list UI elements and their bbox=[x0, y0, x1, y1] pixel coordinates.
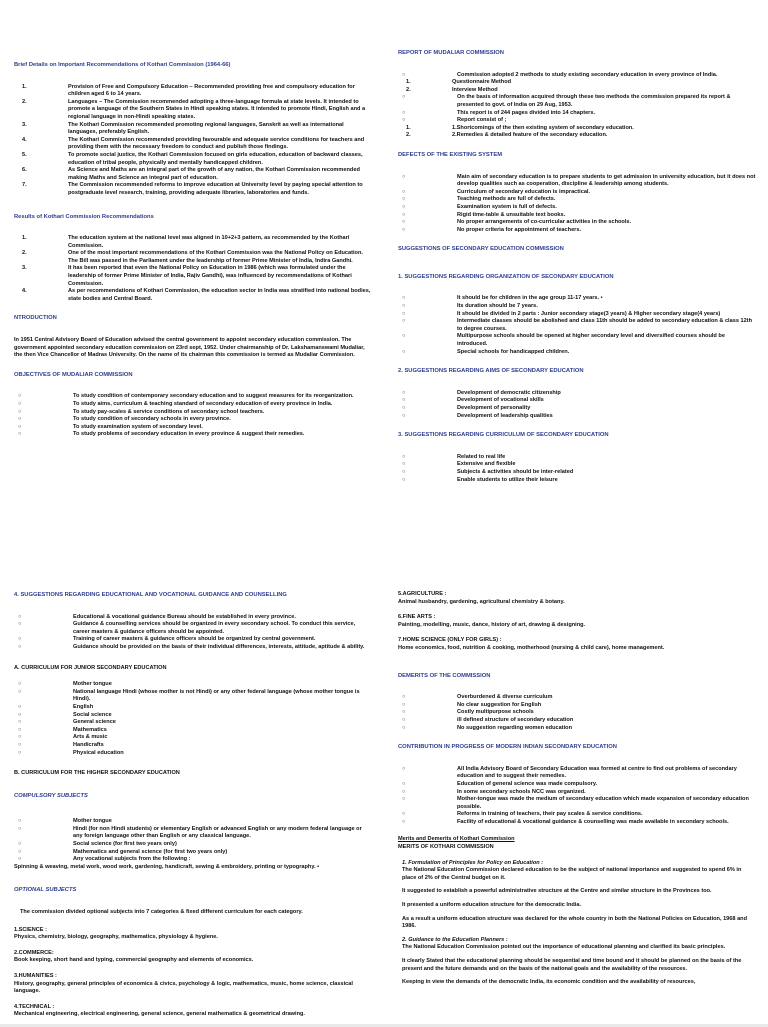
bullet-icon: ○ bbox=[402, 765, 406, 772]
suggestions-heading: SUGGESTIONS OF SECONDARY EDUCATION COMMISSION bbox=[398, 246, 564, 253]
item-text: No proper arrangements of co-curricular activities in the schools. bbox=[457, 219, 632, 226]
item-number: 2. bbox=[406, 132, 411, 139]
item-text: It should be for children in the age group 11-17 years. • bbox=[457, 295, 603, 302]
item-number: 6. bbox=[22, 167, 27, 174]
item-text: The Commission recommended reforms to improve education at University level by paying special attention to postgraduate level research, training, providing adequate libraries, laboratories and funds. bbox=[68, 182, 363, 196]
junior-item bbox=[14, 742, 372, 750]
item-text: Development of personality bbox=[457, 405, 531, 411]
kothari-item bbox=[14, 122, 372, 137]
aim-item bbox=[398, 413, 756, 421]
item-text: Any vocational subjects from the following : bbox=[73, 856, 191, 863]
bullet-icon: ○ bbox=[402, 709, 406, 716]
bullet-icon: ○ bbox=[402, 203, 406, 210]
item-text: Social science bbox=[73, 711, 112, 718]
item-text: Hindi (for non Hindi students) or elementary English or advanced English or any modern federal language or any foreign language other than English or any classical language. bbox=[73, 825, 362, 840]
item-text: Examination system is full of defects. bbox=[457, 203, 557, 210]
bullet-icon: ○ bbox=[18, 856, 22, 863]
aim-item bbox=[398, 397, 756, 405]
part-item bbox=[398, 125, 756, 133]
category-title: 2.COMMERCE: bbox=[14, 949, 54, 956]
item-text: Facility of educational & vocational guidance & counselling was made available in secondary schools. bbox=[457, 818, 729, 825]
category-block bbox=[398, 591, 756, 606]
item-text: Development of democratic citizenship bbox=[457, 389, 561, 396]
item-text: No proper criteria for appointment of teachers. bbox=[457, 226, 582, 233]
item-text: To study condition of secondary schools in every province. bbox=[73, 416, 231, 423]
item-number: 4. bbox=[22, 288, 27, 295]
bullet-icon: ○ bbox=[402, 468, 406, 475]
item-text: Main aim of secondary education is to prepare students to get admission in university education, but it does not develop qualities such as cooperation, discipline & leadership among students. bbox=[457, 173, 756, 188]
higher-list bbox=[14, 818, 372, 864]
results-item bbox=[14, 250, 372, 265]
bullet-icon: ○ bbox=[18, 408, 22, 415]
item-text: Education of general science was made compulsory. bbox=[457, 780, 598, 787]
merits-p5: The National Education Commission pointed out the importance of educational planning and clarified its basic principles. bbox=[402, 944, 726, 951]
org-item bbox=[398, 311, 756, 319]
guidance-item bbox=[14, 644, 372, 652]
contribution-item bbox=[398, 766, 756, 781]
optional-text: The commission divided optional subjects into 7 categories & fixed different curriculum for each category. bbox=[20, 909, 303, 916]
part-item bbox=[398, 132, 756, 140]
item-text: Handicrafts bbox=[73, 741, 104, 748]
contribution-heading: CONTRIBUTION IN PROGRESS OF MODERN INDIAN SECONDARY EDUCATION bbox=[398, 744, 617, 751]
defects-list bbox=[398, 174, 756, 235]
item-number: 1. bbox=[22, 235, 27, 242]
category-block bbox=[14, 950, 372, 965]
bullet-icon: ○ bbox=[18, 703, 22, 710]
guidance-item bbox=[14, 621, 372, 636]
kothari-item bbox=[14, 99, 372, 122]
kothari-list bbox=[14, 84, 372, 198]
item-text: Provision of Free and Compulsory Education – Recommended providing free and compulsory education for children aged 6 to 14 years. bbox=[68, 83, 355, 98]
bullet-icon: ○ bbox=[402, 348, 406, 355]
bullet-icon: ○ bbox=[402, 788, 406, 795]
results-item bbox=[14, 288, 372, 303]
item-text: Mathematics and general science (for first two years only) bbox=[73, 848, 228, 855]
junior-list bbox=[14, 681, 372, 757]
contribution-item bbox=[398, 811, 756, 819]
item-number: 1. bbox=[406, 124, 411, 131]
item-number: 2. bbox=[406, 86, 411, 93]
bullet-icon: ○ bbox=[18, 825, 22, 832]
kothari-item bbox=[14, 167, 372, 182]
demerit-item bbox=[398, 717, 756, 725]
aim-item bbox=[398, 405, 756, 413]
category-title: 1.SCIENCE : bbox=[14, 926, 47, 933]
defect-item bbox=[398, 174, 756, 189]
bullet-icon: ○ bbox=[402, 694, 406, 701]
category-title: 4.TECHNICAL : bbox=[14, 1003, 55, 1010]
curriculum-section bbox=[14, 586, 372, 1027]
junior-item bbox=[14, 689, 372, 704]
org-item bbox=[398, 349, 756, 357]
bullet-icon: ○ bbox=[402, 724, 406, 731]
bullet-icon: ○ bbox=[402, 397, 406, 404]
objective-item bbox=[14, 431, 372, 439]
item-text: The Kothari Commission recommended promoting regional languages, Sanskrit as well as international languages, preferably English. bbox=[68, 121, 344, 136]
bullet-icon: ○ bbox=[402, 405, 406, 411]
item-text: Mother tongue bbox=[73, 818, 112, 825]
item-text: Interview Method bbox=[452, 86, 498, 93]
bullet-icon: ○ bbox=[402, 389, 406, 396]
category-text: Book keeping, short hand and typing, commercial geography and elements of economics. bbox=[14, 957, 254, 964]
aims-list bbox=[398, 390, 756, 420]
bullet-icon: ○ bbox=[402, 303, 406, 310]
contribution-item bbox=[398, 819, 756, 827]
demerits-list bbox=[398, 694, 756, 732]
item-text: Curriculum of secondary education is impractical. bbox=[457, 188, 591, 195]
guidance-list bbox=[14, 614, 372, 652]
bullet-icon: ○ bbox=[402, 109, 406, 116]
category-text: Painting, modelling, music, dance, history of art, drawing & designing. bbox=[398, 621, 586, 628]
item-text: Multipurpose schools should be opened at higher secondary level and diversified courses should be introduced. bbox=[457, 333, 725, 348]
item-text: General science bbox=[73, 719, 116, 726]
higher-item bbox=[14, 849, 372, 857]
category-title: 3.HUMANITIES : bbox=[14, 973, 57, 979]
bullet-icon: ○ bbox=[402, 333, 406, 340]
bullet-icon: ○ bbox=[402, 219, 406, 226]
bullet-icon: ○ bbox=[402, 476, 406, 483]
merits-heading: MERITS OF KOTHARI COMMISSION bbox=[398, 844, 494, 851]
results-list bbox=[14, 235, 372, 303]
demerits-heading: DEMERITS OF THE COMMISSION bbox=[398, 672, 491, 679]
item-text: To study examination system of secondary level. bbox=[73, 423, 203, 430]
optional-heading: OPTIONAL SUBJECTS bbox=[14, 887, 77, 894]
category-block bbox=[14, 1004, 372, 1019]
curr-item bbox=[398, 461, 756, 469]
bullet-icon: ○ bbox=[402, 295, 406, 302]
item-text: Development of leadership qualities bbox=[457, 412, 553, 419]
bullet-icon: ○ bbox=[18, 711, 22, 718]
bullet-icon: ○ bbox=[18, 393, 22, 400]
contribution-list bbox=[398, 766, 756, 827]
curr-list bbox=[398, 454, 756, 484]
bullet-icon: ○ bbox=[18, 416, 22, 423]
bullet-icon: ○ bbox=[18, 719, 22, 726]
item-number: 2. bbox=[22, 98, 27, 105]
org-item bbox=[398, 333, 756, 348]
higher-item bbox=[14, 841, 372, 849]
item-text: To study pay-scales & service conditions of secondary school teachers. bbox=[73, 408, 265, 415]
item-text: Overburdened & diverse curriculum bbox=[457, 694, 553, 701]
item-text: Training of career masters & guidance officers should be organized by central government. bbox=[73, 636, 316, 643]
bullet-icon: ○ bbox=[18, 613, 22, 620]
objective-item bbox=[14, 409, 372, 417]
kothari-item bbox=[14, 84, 372, 99]
junior-item bbox=[14, 727, 372, 735]
bullet-icon: ○ bbox=[18, 741, 22, 748]
defects-heading: DEFECTS OF THE EXISTING SYSTEM bbox=[398, 151, 503, 158]
item-text: No suggestion regarding women education bbox=[457, 724, 572, 731]
item-number: 3. bbox=[22, 121, 27, 128]
merits-sub1: 1. Formulation of Principles for Policy on Education : bbox=[402, 859, 544, 866]
bullet-icon: ○ bbox=[402, 796, 406, 803]
item-text: Mother-tongue was made the medium of secondary education which made expansion of secondary education possible. bbox=[457, 796, 749, 810]
junior-item bbox=[14, 681, 372, 689]
item-text: Development of vocational skills bbox=[457, 397, 544, 404]
bullet-icon: ○ bbox=[402, 71, 406, 78]
higher-item bbox=[14, 856, 372, 864]
category-block bbox=[14, 973, 372, 996]
item-text: It has been reported that even the National Policy on Education in 1986 (which was formulated under the leadership of former Prime Minister of India, Rajiv Gandhi), was influenced by recommendations of Kothari Commission. bbox=[68, 265, 352, 287]
bullet-icon: ○ bbox=[18, 401, 22, 407]
org-list bbox=[398, 295, 756, 356]
more-categories bbox=[398, 591, 756, 653]
defect-item bbox=[398, 196, 756, 204]
curr-item bbox=[398, 469, 756, 477]
guidance-item bbox=[14, 636, 372, 644]
category-title: 6.FINE ARTS : bbox=[398, 614, 436, 621]
bullet-icon: ○ bbox=[18, 848, 22, 855]
bullet-icon: ○ bbox=[402, 461, 406, 468]
mudaliar-section bbox=[398, 44, 756, 484]
merits-sub2: 2. Guidance to the Education Planners : bbox=[402, 936, 508, 943]
item-text: Costly multipurpose schools bbox=[457, 709, 534, 716]
compulsory-heading: COMPULSORY SUBJECTS bbox=[14, 792, 88, 799]
item-text: Languages – The Commission recommended adopting a three-language formula at state levels. It intended to promote a language of the Southern States in Hindi speaking states. It intended to promote Hindi, English and a regional language in non-Hindi speaking states. bbox=[68, 98, 366, 120]
item-text: Special schools for handicapped children. bbox=[457, 348, 570, 355]
merits-p6: It clearly Stated that the educational planning should be sequential and time bound and it should be planned on the basis of the present and the future demands and on the basis of the national goals and the availability of the resources. bbox=[402, 958, 742, 972]
item-text: Extensive and flexible bbox=[457, 461, 516, 468]
junior-item bbox=[14, 734, 372, 742]
bullet-icon: ○ bbox=[402, 173, 406, 180]
item-text: Arts & music bbox=[73, 734, 108, 741]
bullet-icon: ○ bbox=[402, 211, 406, 218]
item-text: The Kothari Commission recommended providing favourable and adequate service conditions for teachers and providing them with the necessary freedom to conduct and publish those findings. bbox=[68, 136, 365, 151]
category-block bbox=[398, 637, 756, 652]
guidance-heading: 4. SUGGESTIONS REGARDING EDUCATIONAL AND VOCATIONAL GUIDANCE AND COUNSELLING bbox=[14, 592, 287, 598]
bullet-icon: ○ bbox=[402, 811, 406, 818]
guidance-item bbox=[14, 614, 372, 622]
junior-item bbox=[14, 704, 372, 712]
item-text: Subjects & activities should be inter-related bbox=[457, 468, 574, 475]
item-number: 1. bbox=[406, 79, 411, 86]
item-text: No clear suggestion for English bbox=[457, 701, 542, 708]
category-text: Animal husbandry, gardening, agricultural chemistry & botany. bbox=[398, 598, 565, 605]
defect-item bbox=[398, 204, 756, 212]
defect-item bbox=[398, 189, 756, 197]
item-text: Related to real life bbox=[457, 453, 506, 460]
bullet-icon: ○ bbox=[18, 734, 22, 741]
bullet-icon: ○ bbox=[402, 226, 406, 233]
item-text: ill defined structure of secondary education bbox=[457, 716, 574, 723]
item-text: 2.Remedies & detailed feature of the secondary education. bbox=[452, 132, 608, 139]
item-text: To study problems of secondary education in every province & suggest their remedies. bbox=[73, 431, 305, 438]
item-number: 1. bbox=[22, 83, 27, 90]
kothari-heading: Brief Details on Important Recommendations of Kothari Commission (1964-66) bbox=[14, 62, 231, 68]
bullet-icon: ○ bbox=[18, 841, 22, 848]
method-item bbox=[398, 79, 756, 87]
bullet-icon: ○ bbox=[18, 431, 22, 438]
method-item bbox=[398, 87, 756, 95]
item-text: Mother tongue bbox=[73, 681, 112, 688]
demerit-item bbox=[398, 702, 756, 710]
merits-link[interactable]: Merits and Demerits of Kothari Commission bbox=[398, 836, 515, 843]
contribution-item bbox=[398, 796, 756, 811]
kothari-item bbox=[14, 182, 372, 197]
item-text: Guidance should be provided on the basis of their individual differences, interests, attitude, aptitude & ability. bbox=[73, 643, 365, 650]
item-text: To study condition of contemporary secondary education and to suggest measures for its reorganization. bbox=[73, 393, 354, 400]
item-text: To promote social justice, the Kothari Commission focused on girls education, education of backward classes, education of tribal people, physically and mentally handicapped children. bbox=[68, 151, 363, 166]
merits-p3: It presented a uniform education structure for the democratic India. bbox=[402, 902, 582, 909]
defect-item bbox=[398, 212, 756, 220]
category-title: 5.AGRICULTURE : bbox=[398, 591, 447, 597]
report-heading: REPORT OF MUDALIAR COMMISSION bbox=[398, 50, 504, 56]
curr-item bbox=[398, 477, 756, 485]
vocational-text: Spinning & weaving, metal work, wood work, gardening, handicraft, sewing & embroidery, printing or typography. • bbox=[14, 863, 320, 870]
org-heading: 1. SUGGESTIONS REGARDING ORGANIZATION OF SECONDARY EDUCATION bbox=[398, 273, 614, 280]
item-text: Rigid time-table & unsuitable text books. bbox=[457, 211, 566, 218]
item-text: All India Advisory Board of Secondary Education was formed at centre to find out problems of secondary education and to suggest their remedies. bbox=[457, 765, 737, 780]
item-text: One of the most important recommendations of the Kothari Commission was the National Policy on Education. The Bill was passed in the Parliament under the leadership of former Prime Minister of India, Indira Gandhi. bbox=[68, 250, 363, 264]
category-text: Home economics, food, nutrition & cooking, motherhood (nursing & child care), home management. bbox=[398, 644, 665, 651]
report-consist: ○ Report consist of ; bbox=[398, 117, 756, 125]
results-item bbox=[14, 235, 372, 250]
bullet-icon: ○ bbox=[402, 94, 406, 101]
category-text: Mechanical engineering, electrical engineering, general science, general mathematics & geometrical drawing. bbox=[14, 1011, 305, 1018]
item-text: National language Hindi (whose mother is not Hindi) or any other federal language (whose mother tongue is Hindi). bbox=[73, 688, 360, 703]
item-number: 5. bbox=[22, 151, 27, 158]
category-block bbox=[398, 614, 756, 629]
item-text: 1.Shortcomings of the then existing system of secondary education. bbox=[452, 124, 634, 131]
bullet-icon: ○ bbox=[402, 716, 406, 723]
bullet-icon: ○ bbox=[402, 412, 406, 419]
category-text: Physics, chemistry, biology, geography, mathematics, physiology & hygiene. bbox=[14, 934, 218, 941]
categories-list bbox=[14, 927, 372, 1019]
bullet-icon: ○ bbox=[18, 621, 22, 628]
item-text: Intermediate classes should be abolished and class 11th should be added to secondary education & class 12th to degree courses. bbox=[457, 318, 753, 332]
contribution-item bbox=[398, 789, 756, 797]
bullet-icon: ○ bbox=[18, 688, 22, 695]
item-text: English bbox=[73, 703, 94, 710]
bullet-icon: ○ bbox=[402, 117, 406, 124]
item-text: To study aims, curriculum & teaching standard of secondary education of every province in India. bbox=[73, 401, 333, 407]
item-text: Guidance & counselling services should be organized in every secondary school. To conduct this service, career masters & guidance officers should be appointed. bbox=[73, 621, 356, 635]
kothari-item bbox=[14, 137, 372, 152]
report-lead: ○ Commission adopted 2 methods to study existing secondary education in every province of India. bbox=[398, 72, 756, 80]
objective-item bbox=[14, 416, 372, 424]
demerit-item bbox=[398, 694, 756, 702]
bullet-icon: ○ bbox=[402, 196, 406, 203]
merits-p1: The National Education Commission declared education to be the subject of national importance and suggested to spend 6% in place of 2% of the Central budget on it. bbox=[402, 867, 742, 881]
item-text: As Science and Maths are an integral part of the growth of any nation, the Kothari Commission recommended making Maths and Science an integral part of education. bbox=[68, 167, 360, 181]
defect-item bbox=[398, 227, 756, 235]
kothari-item bbox=[14, 152, 372, 167]
merits-p4: As a result a uniform education structure was declared for the whole country in both the National Policies on Education, 1968 and 1986. bbox=[402, 915, 748, 930]
item-text: It should be divided in 2 parts : Junior secondary stage(3 years) & Higher secondary stage(4 years) bbox=[457, 310, 721, 317]
item-number: 2. bbox=[22, 250, 27, 257]
aim-item bbox=[398, 390, 756, 398]
item-text: The education system at the national level was aligned in 10+2+3 pattern, as recommended by the Kothari Commission. bbox=[68, 235, 350, 249]
kothari-section bbox=[14, 56, 372, 439]
report-methods bbox=[398, 79, 756, 94]
junior-item bbox=[14, 719, 372, 727]
contribution-item bbox=[398, 781, 756, 789]
item-text: Enable students to utilize their leisure bbox=[457, 476, 558, 483]
bullet-icon: ○ bbox=[402, 318, 406, 325]
higher-item bbox=[14, 826, 372, 841]
junior-heading: A. CURRICULUM FOR JUNIOR SECONDARY EDUCATION bbox=[14, 664, 167, 671]
evaluation-section bbox=[398, 591, 756, 993]
results-item bbox=[14, 265, 372, 288]
item-text: Questionnaire Method bbox=[452, 79, 512, 86]
objectives-heading: OBJECTIVES OF MUDALIAR COMMISSION bbox=[14, 371, 133, 378]
bullet-icon: ○ bbox=[402, 310, 406, 317]
demerit-item bbox=[398, 709, 756, 717]
org-item bbox=[398, 295, 756, 303]
item-text: As per recommendations of Kothari Commission, the education sector in India was stratified into national bodies, state bodies and Central Board. bbox=[68, 288, 371, 302]
bullet-icon: ○ bbox=[402, 701, 406, 708]
bullet-icon: ○ bbox=[18, 818, 22, 825]
objective-item bbox=[14, 424, 372, 432]
defect-item bbox=[398, 219, 756, 227]
aims-heading: 2. SUGGESTIONS REGARDING AIMS OF SECONDARY EDUCATION bbox=[398, 368, 584, 375]
merits-p7: Keeping in view the demands of the democratic India, its economic condition and the availability of resources, bbox=[402, 979, 696, 986]
item-text: Physical education bbox=[73, 749, 124, 756]
merits-p2: It suggested to establish a powerful administrative structure at the Centre and similar structure in the Provinces too. bbox=[402, 888, 712, 895]
curr-heading: 3. SUGGESTIONS REGARDING CURRICULUM OF SECONDARY EDUCATION bbox=[398, 432, 609, 439]
bullet-icon: ○ bbox=[402, 188, 406, 195]
org-item bbox=[398, 303, 756, 311]
bullet-icon: ○ bbox=[18, 423, 22, 430]
higher-item bbox=[14, 818, 372, 826]
objective-item bbox=[14, 401, 372, 409]
item-text: Social science (for first two years only) bbox=[73, 841, 177, 848]
junior-item bbox=[14, 750, 372, 758]
curr-item bbox=[398, 454, 756, 462]
objectives-list bbox=[14, 393, 372, 439]
category-text: History, geography, general principles of economics & civics, psychology & logic, mathematics, music, home science, classical language. bbox=[14, 980, 353, 995]
bullet-icon: ○ bbox=[18, 636, 22, 643]
report-parts bbox=[398, 125, 756, 140]
item-text: Its duration should be 7 years. bbox=[457, 303, 538, 310]
bullet-icon: ○ bbox=[402, 818, 406, 825]
item-text: Teaching methods are full of defects. bbox=[457, 196, 556, 203]
item-number: 3. bbox=[22, 265, 27, 272]
junior-item bbox=[14, 712, 372, 720]
higher-heading: B. CURRICULUM FOR THE HIGHER SECONDARY EDUCATION bbox=[14, 770, 180, 777]
item-text: Mathematics bbox=[73, 726, 107, 733]
intro-text: In 1951 Central Advisory Board of Education advised the central government to appoint secondary education commission. The government appointed secondary education commission on 23rd sept, 1952. Under chairmanship of Dr. Lakshamanswami Mudaliar, the then Vice Chancellor of Madras University. On the name of its chairman this commission is termed as Mudaliar Commission. bbox=[14, 337, 365, 359]
intro-heading: NTRODUCTION bbox=[14, 315, 57, 322]
item-text: Educational & vocational guidance Bureau should be established in every province. bbox=[73, 613, 296, 620]
bullet-icon: ○ bbox=[18, 681, 22, 688]
bullet-icon: ○ bbox=[402, 780, 406, 787]
demerit-item bbox=[398, 725, 756, 733]
category-title: 7.HOME SCIENCE (ONLY FOR GIRLS) : bbox=[398, 637, 502, 644]
results-heading: Results of Kothari Commission Recommendations bbox=[14, 213, 154, 220]
report-pages: ○ This report is of 244 pages divided into 14 chapters. bbox=[398, 110, 756, 118]
item-number: 4. bbox=[22, 136, 27, 143]
org-item bbox=[398, 318, 756, 333]
bullet-icon: ○ bbox=[18, 749, 22, 756]
item-text: In some secondary schools NCC was organized. bbox=[457, 788, 586, 795]
bullet-icon: ○ bbox=[18, 643, 22, 650]
objective-item bbox=[14, 393, 372, 401]
bullet-icon: ○ bbox=[402, 453, 406, 460]
category-block bbox=[14, 927, 372, 942]
item-text: Reforms in training of teachers, their pay scales & service conditions. bbox=[457, 811, 643, 818]
report-basis: ○ On the basis of information acquired through these two methods the commission prepared its report & presented to govt. of India on 29 Aug, 1953. bbox=[398, 94, 756, 109]
bullet-icon: ○ bbox=[18, 726, 22, 733]
item-number: 7. bbox=[22, 182, 27, 189]
